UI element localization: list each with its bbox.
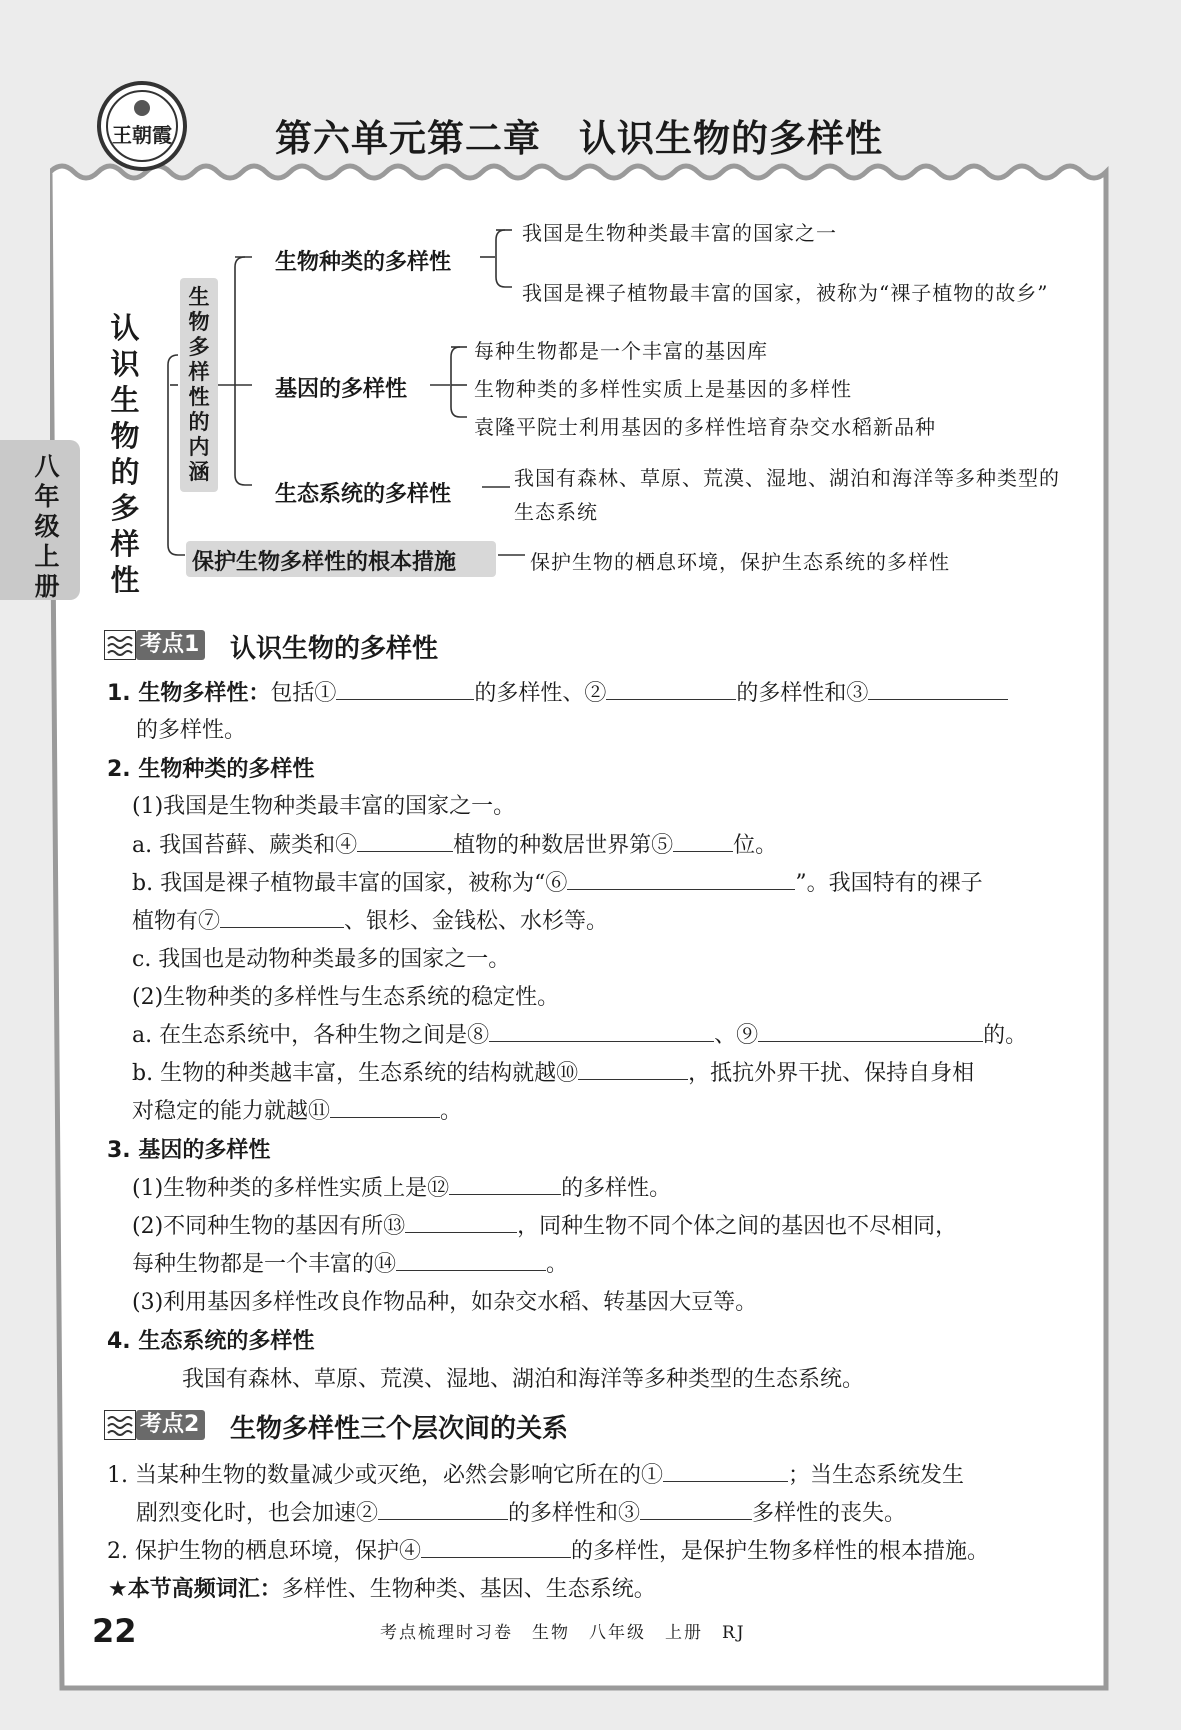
- q32-text-d: 。: [546, 1252, 569, 1277]
- q32-text-c: 每种生物都是一个丰富的⑭: [132, 1252, 397, 1277]
- section-title-1: 认识生物的多样性: [230, 634, 439, 664]
- q22b-text-a: b. 生物的种类越丰富，生态系统的结构就越⑩: [132, 1061, 579, 1086]
- leaf-gene-1: 每种生物都是一个丰富的基因库: [474, 339, 768, 363]
- blank-1[interactable]: [336, 699, 474, 700]
- q31-text-b: 的多样性。: [561, 1176, 672, 1201]
- page-number: 22: [92, 1612, 137, 1650]
- q2b-text-c: 植物有⑦: [132, 909, 221, 934]
- logo-text: 王朝霞: [112, 123, 172, 147]
- q2a-text-b: 植物的种数居世界第⑤: [453, 833, 674, 858]
- blank-14[interactable]: [396, 1270, 546, 1271]
- s2-blank-2[interactable]: [378, 1519, 508, 1520]
- s2q1-text-e: 多样性的丧失。: [752, 1501, 907, 1526]
- footer-text: 考点梳理时习卷 生物 八年级 上册 RJ: [380, 1623, 746, 1643]
- blank-10[interactable]: [578, 1079, 688, 1080]
- s2q1-text-b: ；当生态系统发生: [788, 1463, 965, 1488]
- q2-2: (2)生物种类的多样性与生态系统的稳定性。: [132, 985, 560, 1010]
- q2b-text-b: ”。我国特有的裸子: [795, 871, 983, 896]
- q2-c: c. 我国也是动物种类最多的国家之一。: [132, 947, 511, 972]
- neihan-label: 生物多样性的内涵: [188, 285, 210, 484]
- leaf-ecosystem-1: 我国有森林、草原、荒漠、湿地、湖泊和海洋等多种类型的: [514, 466, 1060, 490]
- q3-3: (3)利用基因多样性改良作物品种，如杂交水稻、转基因大豆等。: [132, 1290, 758, 1315]
- blank-12[interactable]: [449, 1194, 561, 1195]
- q2-label: 2. 生物种类的多样性: [107, 757, 315, 782]
- branch-gene: 基因的多样性: [275, 377, 408, 402]
- s2-blank-4[interactable]: [421, 1557, 571, 1558]
- blank-13[interactable]: [405, 1232, 517, 1233]
- map-root: 认识生物的多样性: [110, 311, 140, 597]
- q22b-text-d: 。: [440, 1099, 463, 1124]
- s2q1-text-d: 的多样性和③: [508, 1501, 641, 1526]
- s2-blank-3[interactable]: [640, 1519, 752, 1520]
- q1-text-c: 的多样性和③: [736, 681, 869, 706]
- waves-icon: [104, 630, 136, 660]
- page-title: 第六单元第二章 认识生物的多样性: [275, 117, 883, 160]
- q32-text-b: ，同种生物不同个体之间的基因也不尽相同，: [517, 1214, 958, 1239]
- blank-7[interactable]: [220, 927, 344, 928]
- q1-text-b: 的多样性、②: [474, 681, 607, 706]
- brand-logo: [96, 80, 188, 172]
- blank-6[interactable]: [567, 889, 795, 890]
- blank-5[interactable]: [673, 851, 733, 852]
- q2b-text-a: b. 我国是裸子植物最丰富的国家，被称为“⑥: [132, 871, 568, 896]
- q32-text-a: (2)不同种生物的基因有所⑬: [132, 1214, 406, 1239]
- q22b-text-b: ，抵抗外界干扰、保持自身相: [688, 1061, 975, 1086]
- leaf-gene-3: 袁隆平院士利用基因的多样性培育杂交水稻新品种: [474, 415, 936, 439]
- branch-species: 生物种类的多样性: [275, 250, 452, 275]
- q2a-text-c: 位。: [733, 833, 778, 858]
- section-tag-2: 考点2: [136, 1410, 205, 1440]
- branch-ecosystem: 生态系统的多样性: [275, 482, 452, 507]
- q22b-text-c: 对稳定的能力就越⑪: [132, 1099, 331, 1124]
- q4-label: 4. 生态系统的多样性: [107, 1329, 315, 1354]
- s2q1-text-a: 1. 当某种生物的数量减少或灭绝，必然会影响它所在的①: [107, 1463, 663, 1488]
- q1-label: 1. 生物多样性：: [107, 681, 271, 706]
- blank-11[interactable]: [330, 1117, 440, 1118]
- q22a-text-b: 、⑨: [714, 1023, 759, 1048]
- s2q2-text-b: 的多样性，是保护生物多样性的根本措施。: [570, 1539, 989, 1564]
- q2b-text-d: 、银杉、金钱松、水杉等。: [344, 909, 609, 934]
- q31-text-a: (1)生物种类的多样性实质上是⑫: [132, 1176, 450, 1201]
- leaf-protect: 保护生物的栖息环境，保护生态系统的多样性: [530, 550, 950, 574]
- leaf-species-2: 我国是裸子植物最丰富的国家，被称为“裸子植物的故乡”: [522, 281, 1049, 305]
- leaf-species-1: 我国是生物种类最丰富的国家之一: [522, 221, 837, 245]
- blank-4[interactable]: [357, 851, 453, 852]
- q4-text: 我国有森林、草原、荒漠、湿地、湖泊和海洋等多种类型的生态系统。: [182, 1367, 865, 1392]
- s2-blank-1[interactable]: [663, 1481, 788, 1482]
- branch-protect: 保护生物多样性的根本措施: [192, 550, 457, 575]
- blank-3[interactable]: [868, 699, 1008, 700]
- vocab-text: 多样性、生物种类、基因、生态系统。: [281, 1577, 656, 1602]
- side-tab-label: 八年级上册: [34, 452, 60, 601]
- blank-9[interactable]: [758, 1041, 983, 1042]
- section-title-2: 生物多样性三个层次间的关系: [230, 1414, 569, 1444]
- blank-2[interactable]: [606, 699, 736, 700]
- q22a-text-c: 的。: [983, 1023, 1028, 1048]
- q2-1: (1)我国是生物种类最丰富的国家之一。: [132, 794, 516, 819]
- q3-label: 3. 基因的多样性: [107, 1138, 271, 1163]
- leaf-gene-2: 生物种类的多样性实质上是基因的多样性: [474, 377, 852, 401]
- q22a-text-a: a. 在生态系统中，各种生物之间是⑧: [132, 1023, 490, 1048]
- section-tag-1: 考点1: [136, 630, 205, 660]
- q1-text-d: 的多样性。: [136, 718, 247, 743]
- q1-text-a: 包括①: [270, 681, 337, 706]
- blank-8[interactable]: [489, 1041, 714, 1042]
- s2q1-text-c: 剧烈变化时，也会加速②: [136, 1501, 379, 1526]
- waves-icon: [104, 1410, 136, 1440]
- s2q2-text-a: 2. 保护生物的栖息环境，保护④: [107, 1539, 421, 1564]
- q2a-text-a: a. 我国苔藓、蕨类和④: [132, 833, 358, 858]
- vocab-label: ★本节高频词汇：: [108, 1577, 282, 1602]
- leaf-ecosystem-2: 生态系统: [514, 500, 598, 524]
